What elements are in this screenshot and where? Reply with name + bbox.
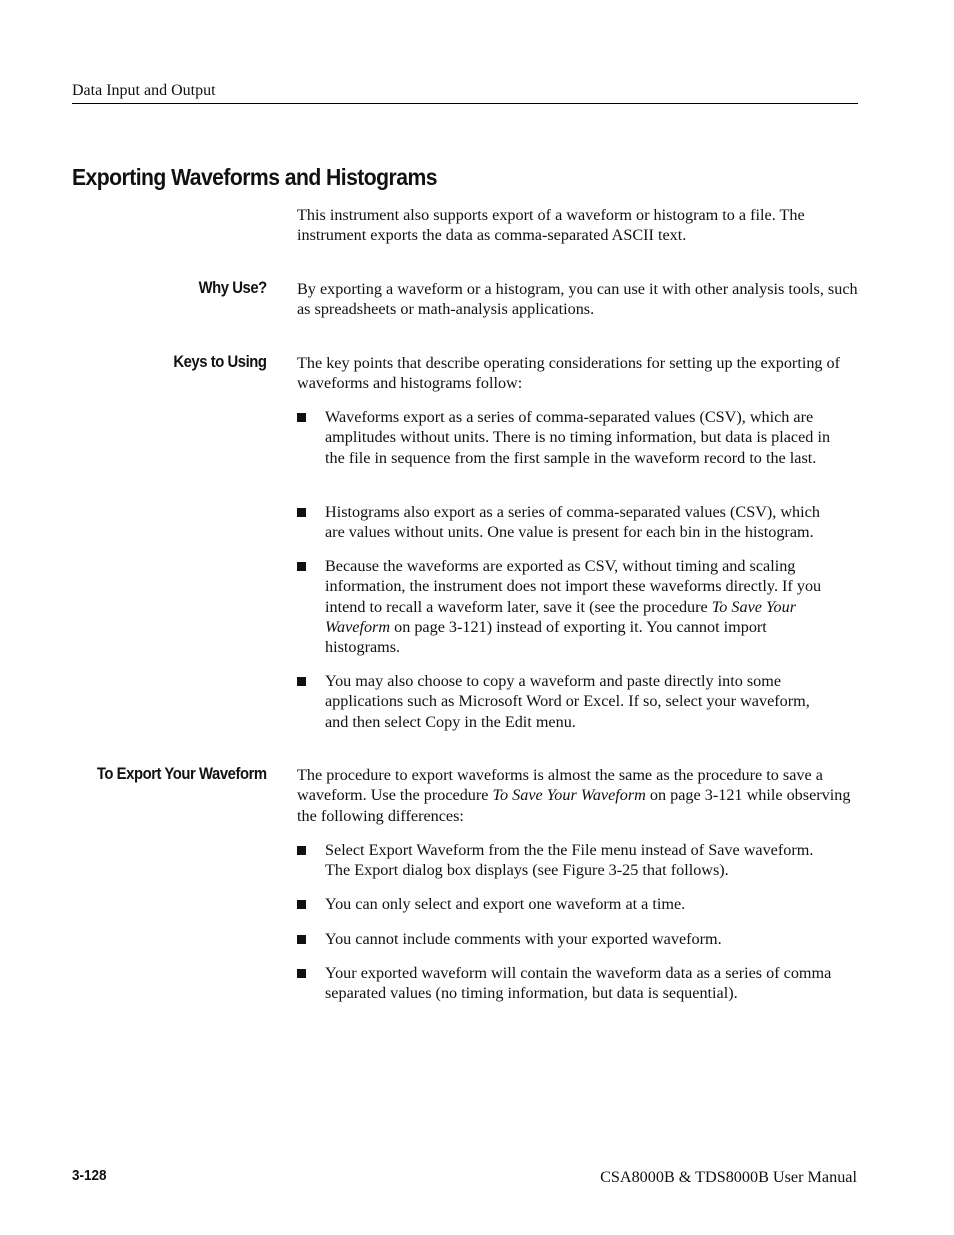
- list-item: [297, 840, 837, 881]
- bullet-square-icon: [297, 508, 306, 517]
- list-item-text: You cannot include comments with your exported waveform.: [325, 930, 722, 948]
- page-number: 3-128: [72, 1167, 107, 1184]
- bullet-square-icon: [297, 413, 306, 422]
- bullet-square-icon: [297, 846, 306, 855]
- procedure-reference: To Save Your Waveform: [325, 597, 797, 636]
- bullet-square-icon: [297, 969, 306, 978]
- keys-heading: Keys to Using: [173, 353, 267, 371]
- bullet-square-icon: [297, 900, 306, 909]
- list-item-text: Because the waveforms are exported as CSV, without timing and scaling information, the instrument does not import these waveforms directly. If you intend to recall a waveform later, save it (see the procedure To Save Your Waveform on page 3-121) instead of exporting it. You cannot import histograms.: [325, 557, 822, 657]
- list-item: [297, 929, 837, 949]
- keys-paragraph: The key points that describe operating considerations for setting up the exporting of waveforms and histograms follow:: [297, 354, 841, 393]
- list-item-text: Histograms also export as a series of comma-separated values (CSV), which are values without units. One value is present for each bin in the histogram.: [325, 503, 820, 542]
- header-divider: [72, 103, 858, 104]
- list-item-text: You can only select and export one waveform at a time.: [325, 895, 686, 913]
- bullet-square-icon: [297, 677, 306, 686]
- list-item-text: Waveforms export as a series of comma-separated values (CSV), which are amplitudes without units. There is no timing information, but data is placed in the file in sequence from the first sample in the waveform record to the last.: [325, 408, 831, 467]
- list-item: [297, 963, 837, 1004]
- procedure-reference: To Save Your Waveform: [492, 786, 646, 805]
- list-item: [297, 502, 837, 543]
- list-item: [297, 407, 837, 468]
- bullet-square-icon: [297, 935, 306, 944]
- why-use-heading: Why Use?: [198, 279, 267, 297]
- export-heading: To Export Your Waveform: [97, 765, 267, 783]
- bullet-square-icon: [297, 562, 306, 571]
- list-item: [297, 556, 837, 657]
- manual-title: CSA8000B & TDS8000B User Manual: [600, 1168, 857, 1186]
- list-item-text: Your exported waveform will contain the waveform data as a series of comma separated values (no timing information, but data is sequential).: [325, 964, 832, 1003]
- intro-paragraph: This instrument also supports export of a waveform or histogram to a file. The instrument exports the data as comma-separated ASCII text.: [297, 206, 805, 245]
- running-header: Data Input and Output: [72, 82, 216, 99]
- list-item: [297, 894, 837, 914]
- page-title: Exporting Waveforms and Histograms: [72, 164, 437, 190]
- list-item: [297, 671, 837, 732]
- list-item-text: Select Export Waveform from the the File menu instead of Save waveform. The Export dialog box displays (see Figure 3-25 that follows).: [325, 841, 814, 880]
- export-paragraph: The procedure to export waveforms is almost the same as the procedure to save a waveform. Use the procedure To Save Your Waveform on page 3-121 while observing the following differences:: [297, 766, 851, 825]
- why-use-paragraph: By exporting a waveform or a histogram, you can use it with other analysis tools, such as spreadsheets or math-analysis applications.: [297, 280, 858, 319]
- list-item-text: You may also choose to copy a waveform and paste directly into some applications such as Microsoft Word or Excel. If so, select your waveform, and then select Copy in the Edit menu.: [325, 672, 810, 731]
